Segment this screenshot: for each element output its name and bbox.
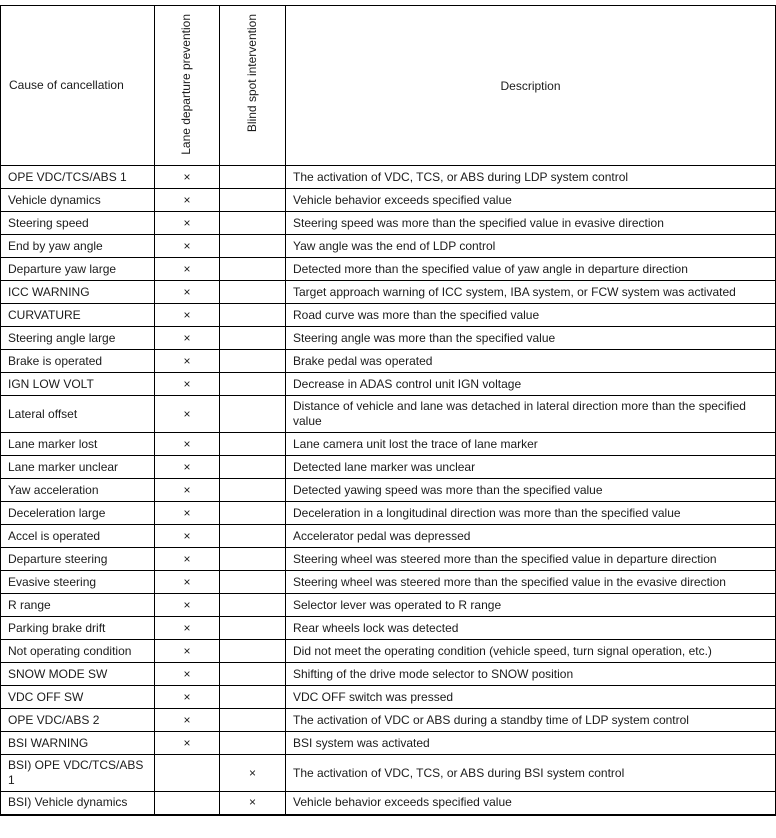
description-cell: Steering speed was more than the specified value in evasive direction: [286, 212, 776, 235]
ldp-mark-cell: ×: [155, 235, 220, 258]
bsi-mark-cell: [220, 617, 286, 640]
ldp-mark-cell: ×: [155, 640, 220, 663]
table-row: [1, 755, 776, 792]
blind-spot-intervention-label: Blind spot intervention: [244, 14, 259, 133]
cause-cell: BSI) OPE VDC/TCS/ABS 1: [1, 755, 155, 792]
bsi-mark-cell: [220, 640, 286, 663]
description-cell: Steering angle was more than the specified value: [286, 327, 776, 350]
cause-cell: Not operating condition: [1, 640, 155, 663]
ldp-mark-cell: [155, 792, 220, 815]
bsi-mark-cell: [220, 571, 286, 594]
description-cell: Yaw angle was the end of LDP control: [286, 235, 776, 258]
bsi-mark-cell: [220, 433, 286, 456]
column-header-cause-of-cancellation: Cause of cancellation: [1, 6, 155, 166]
table-body: [1, 166, 776, 815]
table-row: [1, 663, 776, 686]
cause-cell: VDC OFF SW: [1, 686, 155, 709]
ldp-mark-cell: ×: [155, 571, 220, 594]
table-row: [1, 433, 776, 456]
ldp-mark-cell: ×: [155, 281, 220, 304]
description-cell: Steering wheel was steered more than the specified value in the evasive direction: [286, 571, 776, 594]
cause-cell: OPE VDC/ABS 2: [1, 709, 155, 732]
description-cell: Road curve was more than the specified value: [286, 304, 776, 327]
table-row: [1, 166, 776, 189]
ldp-mark-cell: ×: [155, 617, 220, 640]
bsi-mark-cell: [220, 663, 286, 686]
bsi-mark-cell: [220, 235, 286, 258]
description-cell: Lane camera unit lost the trace of lane marker: [286, 433, 776, 456]
bsi-mark-cell: [220, 479, 286, 502]
bsi-mark-cell: [220, 373, 286, 396]
table-row: [1, 189, 776, 212]
description-cell: The activation of VDC or ABS during a standby time of LDP system control: [286, 709, 776, 732]
bsi-mark-cell: ×: [220, 792, 286, 815]
bsi-mark-cell: [220, 502, 286, 525]
cause-cell: Steering angle large: [1, 327, 155, 350]
table-row: [1, 640, 776, 663]
description-cell: Target approach warning of ICC system, IBA system, or FCW system was activated: [286, 281, 776, 304]
bsi-mark-cell: [220, 456, 286, 479]
description-cell: Distance of vehicle and lane was detached in lateral direction more than the specified value: [286, 396, 776, 433]
ldp-mark-cell: ×: [155, 350, 220, 373]
table-row: [1, 304, 776, 327]
cause-cell: CURVATURE: [1, 304, 155, 327]
description-cell: Accelerator pedal was depressed: [286, 525, 776, 548]
table-row: [1, 235, 776, 258]
table-row: [1, 327, 776, 350]
ldp-mark-cell: ×: [155, 686, 220, 709]
ldp-mark-cell: ×: [155, 479, 220, 502]
table-row: [1, 792, 776, 815]
description-cell: Rear wheels lock was detected: [286, 617, 776, 640]
ldp-mark-cell: ×: [155, 709, 220, 732]
bsi-mark-cell: [220, 594, 286, 617]
description-cell: Detected lane marker was unclear: [286, 456, 776, 479]
description-cell: Vehicle behavior exceeds specified value: [286, 792, 776, 815]
description-cell: Shifting of the drive mode selector to SNOW position: [286, 663, 776, 686]
description-cell: The activation of VDC, TCS, or ABS during LDP system control: [286, 166, 776, 189]
table-row: [1, 456, 776, 479]
bsi-mark-cell: [220, 327, 286, 350]
description-cell: Steering wheel was steered more than the specified value in departure direction: [286, 548, 776, 571]
description-cell: Selector lever was operated to R range: [286, 594, 776, 617]
description-cell: The activation of VDC, TCS, or ABS during BSI system control: [286, 755, 776, 792]
cause-cell: Deceleration large: [1, 502, 155, 525]
cause-cell: Accel is operated: [1, 525, 155, 548]
ldp-mark-cell: ×: [155, 456, 220, 479]
ldp-mark-cell: ×: [155, 166, 220, 189]
description-cell: Decrease in ADAS control unit IGN voltage: [286, 373, 776, 396]
description-cell: VDC OFF switch was pressed: [286, 686, 776, 709]
bsi-mark-cell: ×: [220, 755, 286, 792]
cause-cell: Departure yaw large: [1, 258, 155, 281]
lane-departure-prevention-label: Lane departure prevention: [179, 14, 194, 155]
ldp-mark-cell: ×: [155, 433, 220, 456]
cause-cell: End by yaw angle: [1, 235, 155, 258]
bsi-mark-cell: [220, 525, 286, 548]
bsi-mark-cell: [220, 709, 286, 732]
cause-cell: Lane marker unclear: [1, 456, 155, 479]
bsi-mark-cell: [220, 396, 286, 433]
ldp-mark-cell: ×: [155, 525, 220, 548]
description-cell: Vehicle behavior exceeds specified value: [286, 189, 776, 212]
ldp-mark-cell: ×: [155, 327, 220, 350]
table-row: [1, 281, 776, 304]
bsi-mark-cell: [220, 732, 286, 755]
cause-cell: Lateral offset: [1, 396, 155, 433]
table-row: [1, 373, 776, 396]
cause-cell: SNOW MODE SW: [1, 663, 155, 686]
bsi-mark-cell: [220, 548, 286, 571]
column-header-description: Description: [286, 6, 776, 166]
bsi-mark-cell: [220, 166, 286, 189]
cause-cell: BSI) Vehicle dynamics: [1, 792, 155, 815]
description-cell: Brake pedal was operated: [286, 350, 776, 373]
table-row: [1, 212, 776, 235]
table-header: [1, 6, 776, 166]
ldp-mark-cell: ×: [155, 304, 220, 327]
column-header-blind-spot-intervention: [220, 6, 286, 166]
description-cell: Detected yawing speed was more than the specified value: [286, 479, 776, 502]
table-row: [1, 617, 776, 640]
cause-cell: Parking brake drift: [1, 617, 155, 640]
table-row: [1, 502, 776, 525]
cause-cell: R range: [1, 594, 155, 617]
cause-cell: ICC WARNING: [1, 281, 155, 304]
table-row: [1, 396, 776, 433]
bsi-mark-cell: [220, 189, 286, 212]
cause-cell: Departure steering: [1, 548, 155, 571]
table-row: [1, 709, 776, 732]
table-row: [1, 525, 776, 548]
bsi-mark-cell: [220, 212, 286, 235]
description-cell: BSI system was activated: [286, 732, 776, 755]
table-row: [1, 350, 776, 373]
cause-cell: OPE VDC/TCS/ABS 1: [1, 166, 155, 189]
table-row: [1, 732, 776, 755]
bsi-mark-cell: [220, 258, 286, 281]
cause-cell: IGN LOW VOLT: [1, 373, 155, 396]
bsi-mark-cell: [220, 304, 286, 327]
bsi-mark-cell: [220, 686, 286, 709]
ldp-mark-cell: ×: [155, 373, 220, 396]
ldp-mark-cell: ×: [155, 396, 220, 433]
cause-cell: BSI WARNING: [1, 732, 155, 755]
description-cell: Deceleration in a longitudinal direction was more than the specified value: [286, 502, 776, 525]
cause-cell: Evasive steering: [1, 571, 155, 594]
cause-cell: Steering speed: [1, 212, 155, 235]
ldp-mark-cell: ×: [155, 502, 220, 525]
table-row: [1, 571, 776, 594]
cause-cell: Brake is operated: [1, 350, 155, 373]
table-row: [1, 258, 776, 281]
table-row: [1, 594, 776, 617]
cause-cell: Yaw acceleration: [1, 479, 155, 502]
ldp-mark-cell: ×: [155, 548, 220, 571]
ldp-mark-cell: ×: [155, 258, 220, 281]
ldp-mark-cell: ×: [155, 212, 220, 235]
table-row: [1, 686, 776, 709]
cause-cell: Vehicle dynamics: [1, 189, 155, 212]
ldp-mark-cell: ×: [155, 189, 220, 212]
description-cell: Did not meet the operating condition (vehicle speed, turn signal operation, etc.): [286, 640, 776, 663]
cancellation-cause-table: [0, 5, 776, 816]
header-row: [1, 6, 776, 166]
ldp-mark-cell: [155, 755, 220, 792]
ldp-mark-cell: ×: [155, 594, 220, 617]
cause-cell: Lane marker lost: [1, 433, 155, 456]
table-row: [1, 548, 776, 571]
ldp-mark-cell: ×: [155, 732, 220, 755]
description-cell: Detected more than the specified value of yaw angle in departure direction: [286, 258, 776, 281]
ldp-mark-cell: ×: [155, 663, 220, 686]
column-header-lane-departure-prevention: [155, 6, 220, 166]
bsi-mark-cell: [220, 350, 286, 373]
bsi-mark-cell: [220, 281, 286, 304]
table-row: [1, 479, 776, 502]
